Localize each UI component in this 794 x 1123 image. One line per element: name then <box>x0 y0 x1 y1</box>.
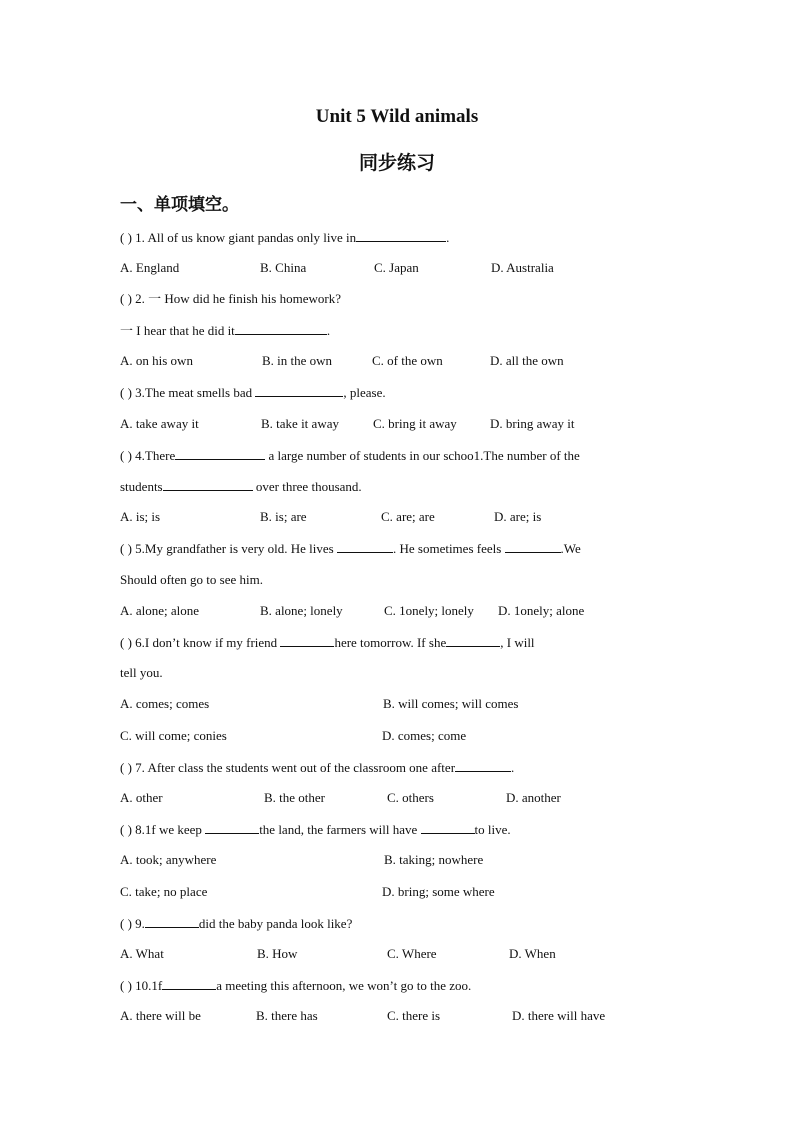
question-10-option-a[interactable]: A. there will be <box>120 1008 201 1023</box>
question-1-option-d[interactable]: D. Australia <box>491 260 554 275</box>
question-7-option-b[interactable]: B. the other <box>264 790 326 805</box>
question-2-option-b[interactable]: B. in the own <box>262 353 333 368</box>
question-4-option-c[interactable]: C. are; are <box>381 509 435 524</box>
question-2-option-a[interactable]: A. on his own <box>120 353 193 368</box>
answer-blank[interactable] <box>255 384 343 397</box>
question-6-option-d[interactable]: D. comes; come <box>382 728 467 743</box>
page-subtitle: 同步练习 <box>358 153 435 174</box>
question-3-option-c[interactable]: C. bring it away <box>373 416 457 431</box>
question-4-option-a[interactable]: A. is; is <box>120 509 161 524</box>
answer-blank[interactable] <box>337 540 393 553</box>
question-3-option-b[interactable]: B. take it away <box>261 416 339 431</box>
question-1-option-b[interactable]: B. China <box>260 260 307 275</box>
question-2-option-c[interactable]: C. of the own <box>372 353 443 368</box>
question-10-stem: ( ) 10.1f a meeting this afternoon, we won’t go to the zoo. <box>120 978 472 993</box>
question-1-stem: ( ) 1. All of us know giant pandas only live in . <box>120 230 450 245</box>
answer-blank[interactable] <box>446 634 500 647</box>
question-10-option-d[interactable]: D. there will have <box>512 1008 606 1023</box>
question-7-option-d[interactable]: D. another <box>506 790 561 805</box>
question-5-option-c[interactable]: C. 1onely; lonely <box>384 603 474 618</box>
question-1-option-c[interactable]: C. Japan <box>374 260 419 275</box>
question-8-option-a[interactable]: A. took; anywhere <box>120 852 217 867</box>
answer-blank[interactable] <box>455 759 511 772</box>
question-9-stem: ( ) 9. did the baby panda look like? <box>120 916 353 931</box>
question-3-option-d[interactable]: D. bring away it <box>490 416 575 431</box>
question-10-option-c[interactable]: C. there is <box>387 1008 441 1023</box>
question-4-stem: ( ) 4.There a large number of students in our schoo1.The number of the <box>120 448 580 463</box>
question-8-option-d[interactable]: D. bring; some where <box>382 884 495 899</box>
question-6-option-a[interactable]: A. comes; comes <box>120 696 210 711</box>
question-5-option-a[interactable]: A. alone; alone <box>120 603 200 618</box>
question-7-option-a[interactable]: A. other <box>120 790 163 805</box>
answer-blank[interactable] <box>162 977 216 990</box>
question-3-stem: ( ) 3.The meat smells bad , please. <box>120 385 386 400</box>
question-6-stem-line2: tell you. <box>120 665 163 680</box>
question-7-stem: ( ) 7. After class the students went out of the classroom one after . <box>120 760 515 775</box>
question-8-option-b[interactable]: B. taking; nowhere <box>384 852 484 867</box>
question-9-option-c[interactable]: C. Where <box>387 946 437 961</box>
question-5-stem-line2: Should often go to see him. <box>120 572 263 587</box>
question-2-option-d[interactable]: D. all the own <box>490 353 564 368</box>
answer-blank[interactable] <box>505 540 561 553</box>
question-2-stem-line2: 一 I hear that he did it . <box>120 323 331 338</box>
question-7-option-c[interactable]: C. others <box>387 790 434 805</box>
answer-blank[interactable] <box>205 821 259 834</box>
question-2-stem: ( ) 2. 一 How did he finish his homework? <box>120 291 341 306</box>
answer-blank[interactable] <box>175 447 265 460</box>
question-6-option-c[interactable]: C. will come; conies <box>120 728 227 743</box>
question-4-option-d[interactable]: D. are; is <box>494 509 542 524</box>
question-9-option-d[interactable]: D. When <box>509 946 556 961</box>
question-1-option-a[interactable]: A. England <box>120 260 180 275</box>
page-title: Unit 5 Wild animals <box>315 106 479 127</box>
question-9-option-b[interactable]: B. How <box>257 946 298 961</box>
question-9-option-a[interactable]: A. What <box>120 946 164 961</box>
question-3-option-a[interactable]: A. take away it <box>120 416 199 431</box>
question-4-stem-line2: students over three thousand. <box>120 479 362 494</box>
answer-blank[interactable] <box>145 915 199 928</box>
question-4-option-b[interactable]: B. is; are <box>260 509 307 524</box>
question-5-option-b[interactable]: B. alone; lonely <box>260 603 343 618</box>
question-5-stem: ( ) 5.My grandfather is very old. He lives . He sometimes feels .We <box>120 541 581 556</box>
answer-blank[interactable] <box>356 229 446 242</box>
question-5-option-d[interactable]: D. 1onely; alone <box>498 603 585 618</box>
answer-blank[interactable] <box>235 322 327 335</box>
answer-blank[interactable] <box>421 821 475 834</box>
question-10-option-b[interactable]: B. there has <box>256 1008 318 1023</box>
answer-blank[interactable] <box>163 478 253 491</box>
question-8-option-c[interactable]: C. take; no place <box>120 884 208 899</box>
question-8-stem: ( ) 8.1f we keep the land, the farmers will have to live. <box>120 822 511 837</box>
question-6-option-b[interactable]: B. will comes; will comes <box>383 696 519 711</box>
answer-blank[interactable] <box>280 634 334 647</box>
question-6-stem: ( ) 6.I don’t know if my friend here tomorrow. If she , I will <box>120 635 535 650</box>
section-heading: 一、单项填空。 <box>120 195 239 214</box>
